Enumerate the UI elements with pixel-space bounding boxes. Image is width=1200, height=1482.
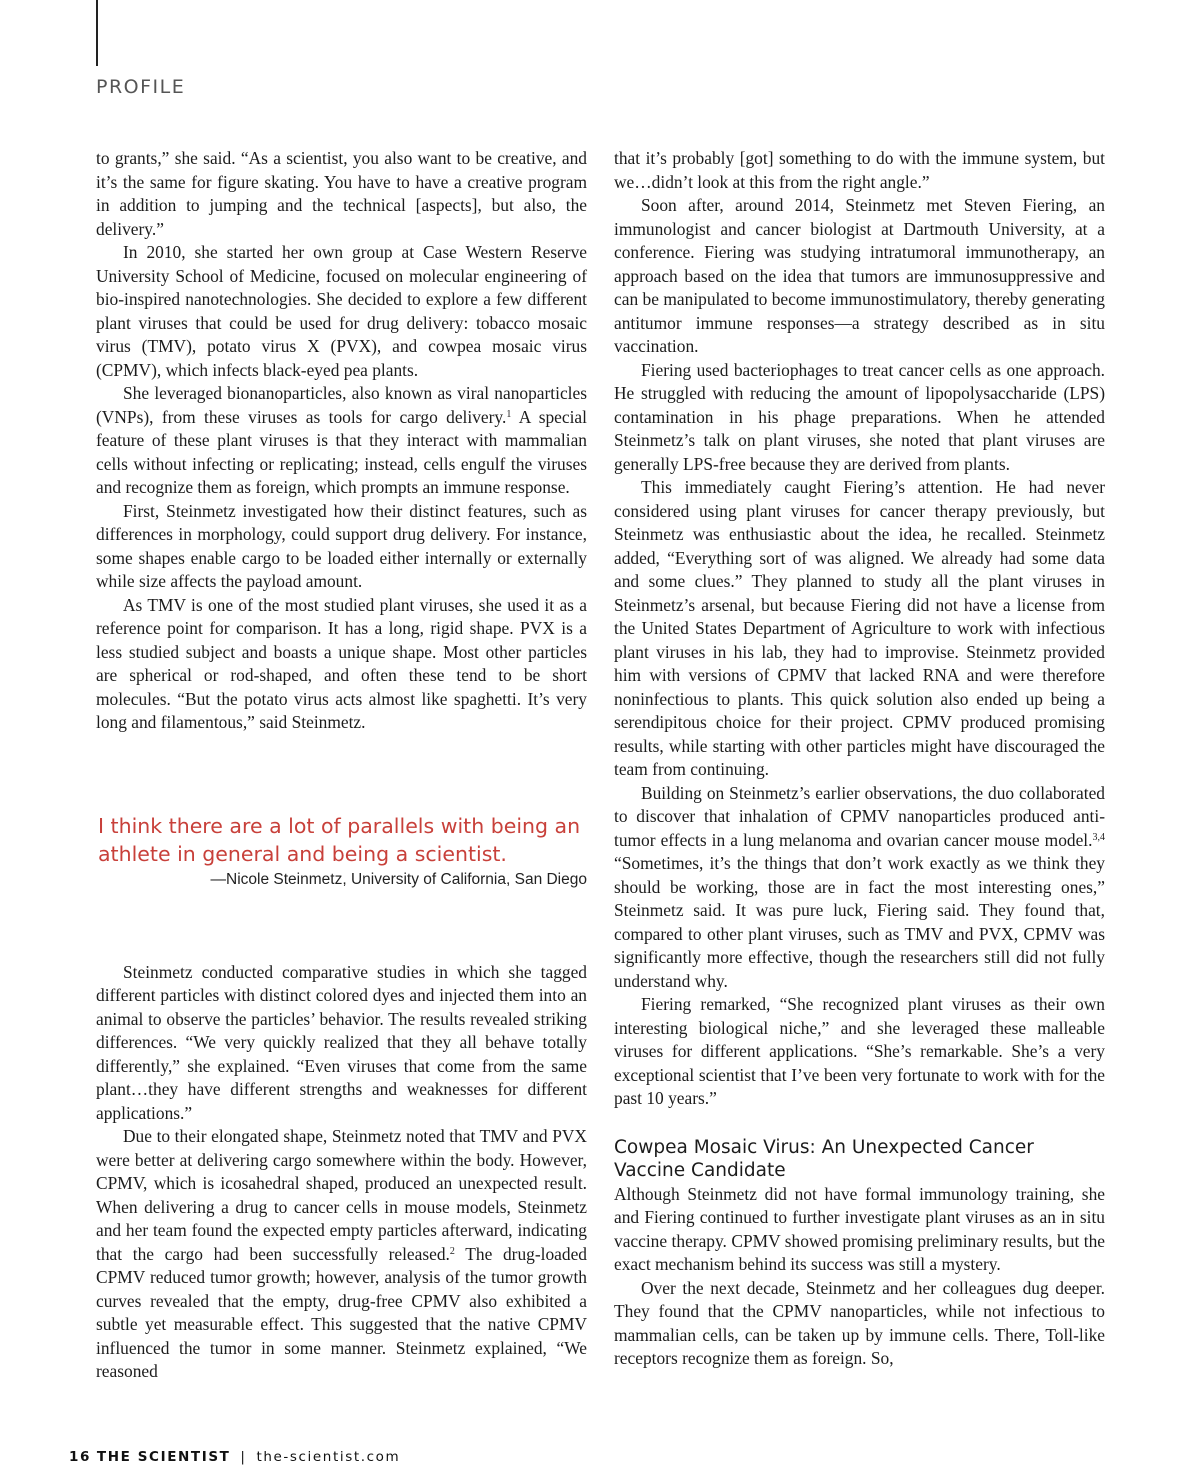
page-footer (69, 1449, 400, 1465)
magazine-name: THE SCIENTIST (96, 1449, 231, 1465)
paragraph: Steinmetz conducted comparative studies in which she tagged different particles with distinct colored dyes and injected them into an animal to observe the particles’ behavior. The results revealed striking differences. “We very quickly realized that they all behave totally differently,” she explained. “Even viruses that come from the same plant…they have different strengths and weaknesses for different applications.” (96, 961, 587, 1123)
pull-quote (96, 812, 587, 892)
right-column (614, 147, 1105, 1371)
paragraph: Fiering remarked, “She recognized plant viruses as their own interesting biological niche,” and she leveraged these malleable viruses for different applications. “She’s remarkable. She’s a very exceptional scientist that I’ve been very fortunate to work with for the past 10 years.” (614, 994, 1105, 1108)
paragraph: Fiering used bacteriophages to treat cancer cells as one approach. He struggled with reducing the amount of lipopolysaccharide (LPS) contamination in his phage preparations. When he attended Steinmetz’s talk on plant viruses, she noted that plant viruses are generally LPS-free because they are derived from plants. (614, 359, 1105, 474)
paragraph-text: The drug-loaded CPMV reduced tumor growth; however, analysis of the tumor growth curves revealed that the empty, drug-free CPMV also exhibited a subtle yet measurable effect. This suggested that the native CPMV influenced the tumor in some manner. Steinmetz explained, “We reasoned (96, 1243, 587, 1381)
citation-superscript: 2 (449, 1245, 455, 1257)
paragraph: Over the next decade, Steinmetz and her colleagues dug deeper. They found that the CPMV nanoparticles, while not infectious to mammalian cells, can be taken up by immune cells. There, Toll-like receptors recognize them as foreign. So, (614, 1277, 1105, 1368)
paragraph (96, 1125, 587, 1384)
paragraph: This immediately caught Fiering’s attention. He had never considered using plant viruses for cancer therapy previously, but Steinmetz was enthusiastic about the idea, he recalled. Steinmetz added, “Everything sort of was aligned. We already had some data and some clues.” They planned to study all the plant viruses in Steinmetz’s arsenal, but because Fiering did not have a license from the United States Department of Agriculture to work with infectious plant viruses in his lab, they had to improvise. Steinmetz provided him with versions of CPMV that lacked RNA and were therefore noninfectious to plants. This quick solution also ended up being a serendipitous choice for their project. CPMV produced promising results, while starting with other particles might have discouraged the team from continuing. (614, 477, 1105, 779)
paragraph-text: “Sometimes, it’s the things that don’t work exactly as we think they should be working, those are in fact the most interesting ones,” Steinmetz said. It was pure luck, Fiering said. They found that, compared to other plant viruses, such as TMV and PVX, CPMV was significantly more effective, though the researchers still did not fully understand why. (614, 853, 1105, 991)
paragraph-text: She leveraged bionanoparticles, also known as viral nanoparticles (VNPs), from these viruses as tools for cargo delivery. (96, 383, 587, 427)
citation-superscript: 3,4 (1092, 831, 1105, 843)
pull-quote-text: I think there are a lot of parallels with being an athlete in general and being a scientist. (98, 813, 581, 866)
left-column (96, 147, 587, 1384)
paragraph-text: A special feature of these plant viruses is that they interact with mammalian cells without infecting or replicating; instead, cells engulf the viruses and recognize them as foreign, which prompts an immune response. (96, 406, 587, 497)
paragraph-text: Due to their elongated shape, Steinmetz noted that TMV and PVX were better at delivering cargo somewhere within the body. However, CPMV, which is icosahedral shaped, produced an unexpected result. When delivering a drug to cancer cells in mouse models, Steinmetz and her team found the expected empty particles afterward, indicating that the cargo had been successfully released. (96, 1126, 587, 1264)
paragraph: that it’s probably [got] something to do with the immune system, but we…didn’t look at this from the right angle.” (614, 148, 1105, 192)
website-link[interactable]: the-scientist.com (256, 1449, 401, 1465)
paragraph: In 2010, she started her own group at Case Western Reserve University School of Medicine, focused on molecular engineering of bio-inspired nanotechnologies. She decided to explore a few different plant viruses that could be used for drug delivery: tobacco mosaic virus (TMV), potato virus X (PVX), and cowpea mosaic virus (CPMV), which infects black-eyed pea plants. (96, 242, 587, 380)
top-rule (96, 0, 98, 66)
paragraph: As TMV is one of the most studied plant viruses, she used it as a reference point for comparison. It has a long, rigid shape. PVX is a less studied subject and boasts a unique shape. Most other particles are spherical or rod-shaped, and often these tend to be short molecules. “But the potato virus acts almost like spaghetti. It’s very long and filamentous,” said Steinmetz. (96, 594, 587, 732)
paragraph: to grants,” she said. “As a scientist, you also want to be creative, and it’s the same for figure skating. You have to have a creative program in addition to jumping and the technical [aspects], but also, the delivery.” (96, 148, 587, 239)
paragraph (96, 382, 587, 500)
paragraph: Soon after, around 2014, Steinmetz met Steven Fiering, an immunologist and cancer biologist at Dartmouth University, at a conference. Fiering was studying intratumoral immunotherapy, an approach based on the idea that tumors are immunosuppressive and can be manipulated to become immunostimulatory, thereby generating antitumor immune responses—a strategy described as in situ vaccination. (614, 195, 1105, 356)
section-label: PROFILE (96, 76, 186, 98)
citation-superscript: 1 (506, 408, 512, 420)
paragraph-text: Building on Steinmetz’s earlier observations, the duo collaborated to discover that inhalation of CPMV nanoparticles produced anti-tumor effects in a lung melanoma and ovarian cancer mouse model. (614, 782, 1105, 850)
section-subheading: Cowpea Mosaic Virus: An Unexpected Cancer Vaccine Candidate (614, 1136, 1034, 1181)
pull-quote-attribution: —Nicole Steinmetz, University of California, San Diego (210, 870, 587, 888)
paragraph: Although Steinmetz did not have formal immunology training, she and Fiering continued to further investigate plant viruses as an in situ vaccine therapy. CPMV showed promising preliminary results, but the exact mechanism behind its success was still a mystery. (614, 1183, 1105, 1274)
page-number: 16 (69, 1449, 91, 1465)
paragraph: First, Steinmetz investigated how their distinct features, such as differences in morphology, could support drug delivery. For instance, some shapes enable cargo to be loaded either internally or externally while size affects the payload amount. (96, 500, 587, 591)
paragraph (614, 782, 1105, 994)
footer-separator: | (240, 1449, 247, 1465)
